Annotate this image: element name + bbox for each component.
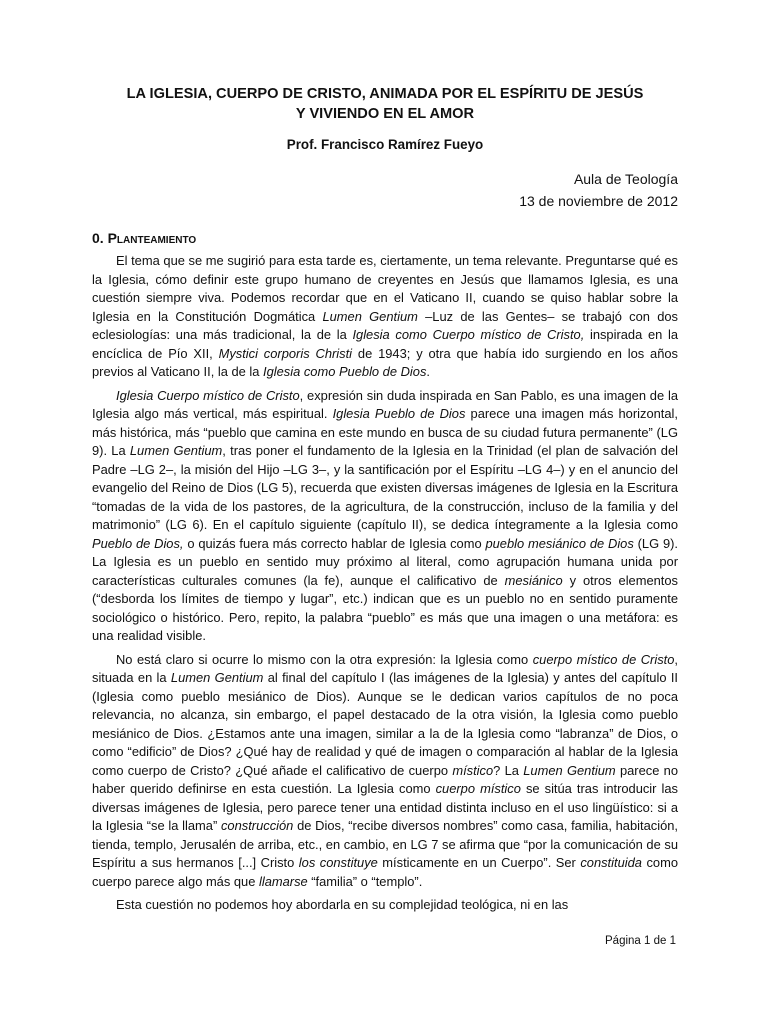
- italic-text: Mystici corporis Christi: [218, 345, 353, 361]
- italic-text: pueblo mesiánico de Dios: [485, 535, 634, 551]
- text-run: No está claro si ocurre lo mismo con la otra expresión: la Iglesia como: [116, 651, 533, 667]
- italic-text: constituida: [580, 855, 642, 870]
- document-title: [92, 84, 678, 124]
- text-run: inspirada en la encíclica de Pío XII,: [92, 327, 678, 361]
- text-run: .: [426, 364, 430, 379]
- italic-text: Lumen Gentium: [523, 762, 616, 778]
- text-run: y otros elementos (“desborda los límites de tiempo y lugar”, etc.) indican que es un pueblo no en sentido puramente sociológico o histórico. Pero, repito, la palabra “pueblo” es más que una imagen o una metáfora: es una realidad visible.: [92, 572, 678, 643]
- italic-text: los constituye: [298, 855, 378, 870]
- body-paragraph: [92, 896, 678, 915]
- text-run: parece no haber querido definirse en esta cuestión. La Iglesia como: [92, 762, 679, 796]
- body-text: [92, 252, 678, 915]
- text-run: de 1943; y otra que había ido surgiendo en los años previos al Vaticano II, la de la: [92, 345, 678, 379]
- text-run: parece una imagen más horizontal, más histórica, más “pueblo que camina en este mundo en busca de su ciudad futura permanente” (LG 9). La: [92, 406, 678, 458]
- author: Prof. Francisco Ramírez Fueyo: [286, 137, 484, 152]
- italic-text: Lumen Gentium: [129, 443, 223, 458]
- text-run: al final del capítulo I (las imágenes de la Iglesia) y antes del capítulo II (Iglesia como pueblo mesiánico de Dios). Aunque se le dedican varios capítulos de no poca relevancia, no alcanza, sin embargo, el papel destacado de la otra visión, la Iglesia como pueblo mesiánico de Dios. ¿Estamos ante una imagen, similar a la de la Iglesia como “labranza” de Dios, o como “edificio” de Dios? ¿Qué hay de realidad y qué de imagen o comparación al hablar de la Iglesia como cuerpo de Cristo? ¿Qué añade el calificativo de cuerpo: [92, 670, 678, 778]
- text-run: se sitúa tras introducir las diversas imágenes de Iglesia, pero parece tener una entidad distinta incluso en el uso lingüístico: si a la Iglesia “se la llama”: [92, 781, 678, 833]
- italic-text: Pueblo de Dios,: [92, 535, 184, 551]
- italic-text: Iglesia Pueblo de Dios: [332, 406, 466, 421]
- text-run: , expresión sin duda inspirada en San Pablo, es una imagen de la Iglesia algo más vertical, más espiritual.: [92, 387, 678, 421]
- italic-text: llamarse: [258, 873, 308, 889]
- text-run: Esta cuestión no podemos hoy abordarla en su complejidad teológica, ni en las: [116, 897, 569, 912]
- page-footer: Página 1 de 1: [605, 935, 676, 947]
- text-run: –Luz de las Gentes– se trabajó con dos eclesiologías: una más tradicional, la de la: [92, 308, 678, 342]
- italic-text: Iglesia como Cuerpo místico de Cristo,: [352, 327, 585, 342]
- document-meta: [92, 168, 678, 212]
- body-paragraph: [92, 387, 678, 646]
- text-run: de Dios, “recibe diversos nombres” como casa, familia, habitación, tienda, templo, Jerusalén de arriba, etc., en cambio, en LG 7 se afirma que “por la comunicación de su Espíritu a sus hermanos [...] Cristo: [92, 818, 678, 870]
- text-run: (LG 9). La Iglesia es un pueblo en sentido muy próximo al literal, como agrupación humana unida por características culturales comunes (la fe), aunque el calificativo de: [92, 535, 678, 588]
- text-run: místicamente en un Cuerpo”. Ser: [377, 855, 581, 870]
- italic-text: Iglesia Cuerpo místico de Cristo: [116, 387, 300, 403]
- text-run: o quizás fuera más correcto hablar de Iglesia como: [183, 535, 486, 551]
- italic-text: cuerpo místico: [435, 781, 521, 796]
- text-run: ? La: [493, 762, 524, 778]
- italic-text: místico: [452, 762, 494, 778]
- italic-text: Lumen Gentium: [170, 670, 264, 685]
- text-run: El tema que se me sugirió para esta tarde es, ciertamente, un tema relevante. Preguntarse qué es la Iglesia, cómo definir este grupo humano de creyentes en Jesús que llamamos Iglesia, es una cuestión siempre viva. Podemos recordar que en el Vaticano II, cuando se quiso hablar sobre la Iglesia en la Constitución Dogmática: [92, 253, 678, 324]
- text-run: , tras poner el fundamento de la Iglesia en la Trinidad (el plan de salvación del Padre –LG 2–, la misión del Hijo –LG 3–, y la santificación por el Espíritu –LG 4–) y en el anuncio del evangelio del Reino de Dios (LG 5), recuerda que existen diversas imágenes de Iglesia en la Escritura “tomadas de la vida de los pastores, de la agricultura, de la construcción, incluso de la familia y del matrimonio” (LG 6). En el capítulo siguiente (capítulo II), se dedica íntegramente a la Iglesia como: [92, 443, 679, 532]
- date: 13 de noviembre de 2012: [519, 193, 678, 209]
- body-paragraph: [92, 252, 678, 382]
- section-title: Planteamiento: [107, 230, 197, 246]
- text-run: como cuerpo parece algo más que: [92, 855, 678, 889]
- italic-text: Iglesia como Pueblo de Dios: [263, 364, 427, 379]
- body-paragraph: [92, 651, 678, 892]
- text-run: “familia” o “templo”.: [307, 873, 423, 889]
- title-line-1: LA IGLESIA, CUERPO DE CRISTO, ANIMADA POR EL ESPÍRITU DE JESÚS: [126, 86, 644, 102]
- italic-text: mesiánico: [504, 572, 563, 588]
- text-run: , situada en la: [92, 651, 678, 685]
- venue: Aula de Teología: [573, 171, 678, 187]
- title-line-2: Y VIVIENDO EN EL AMOR: [295, 106, 475, 122]
- italic-text: cuerpo místico de Cristo: [532, 651, 675, 667]
- italic-text: Lumen Gentium: [322, 308, 418, 324]
- section-number: 0.: [92, 230, 104, 246]
- section-heading: [92, 228, 678, 248]
- italic-text: construcción: [220, 818, 294, 833]
- document-page: [92, 84, 678, 920]
